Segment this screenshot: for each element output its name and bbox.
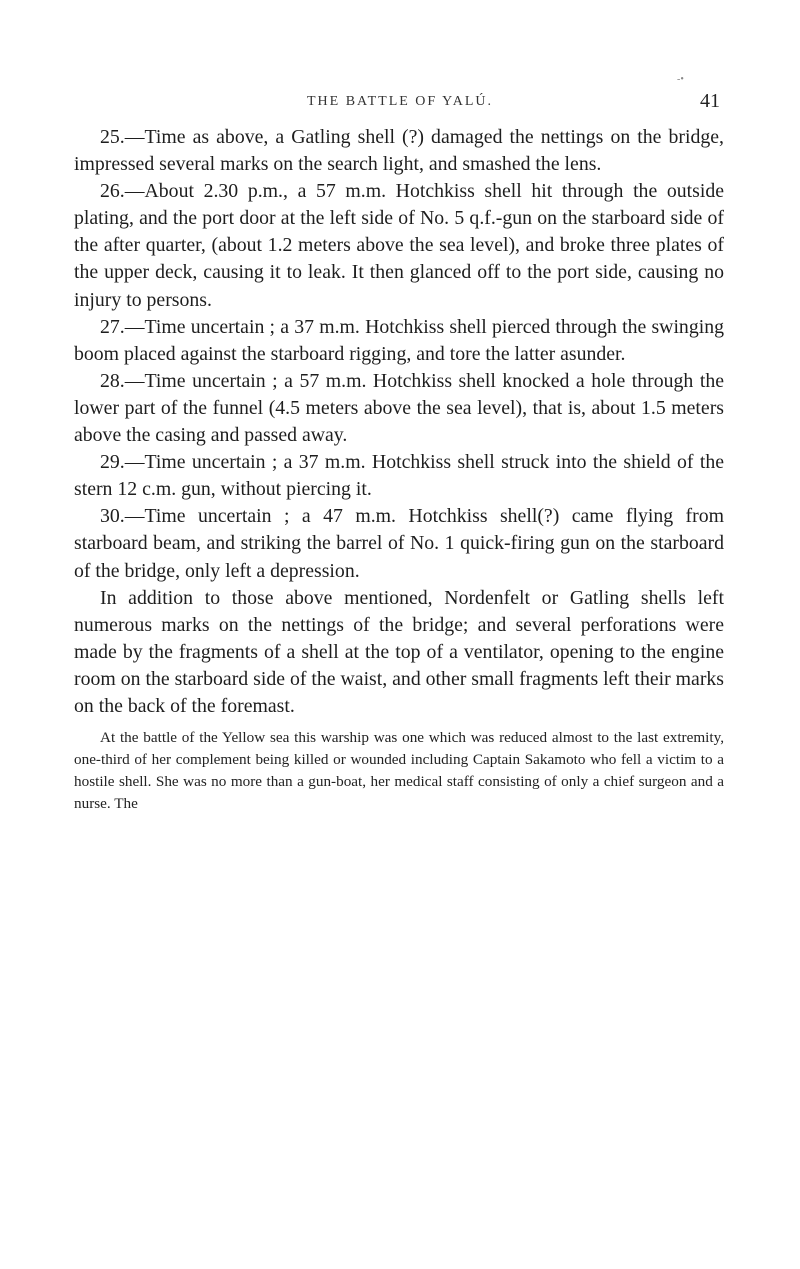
paragraph-addition: In addition to those above mentioned, Nordenfelt or Gatling shells left numerous marks on the nettings of the bridge; and several perforations were made by the fragments of a shell at the top of a ventilator, opening to the engine room on the starboard side of the waist, and other small fragments left their marks on the back of the foremast.: [74, 586, 724, 717]
paragraph-25: 25.—Time as above, a Gatling shell (?) damaged the nettings on the bridge, impressed several marks on the search light, and smashed the lens.: [74, 126, 724, 176]
running-head: [0, 90, 800, 120]
small-print-paragraph: At the battle of the Yellow sea this warship was one which was reduced almost to the last extremity, one-third of her complement being killed or wounded including Captain Sakamoto who fell a victim to a hostile shell. She was no more than a gun-boat, her medical staff consisting of only a chief surgeon and a nurse. The: [74, 729, 724, 813]
paragraph-28: 28.—Time uncertain ; a 57 m.m. Hotchkiss shell knocked a hole through the lower part of the funnel (4.5 meters above the sea level), that is, about 1.5 meters above the casing and passed away.: [74, 369, 724, 447]
corner-mark: -•: [677, 74, 684, 85]
paragraph-29: 29.—Time uncertain ; a 37 m.m. Hotchkiss shell struck into the shield of the stern 12 c.m. gun, without piercing it.: [74, 451, 724, 501]
paragraph-30: 30.—Time uncertain ; a 47 m.m. Hotchkiss shell(?) came flying from starboard beam, and striking the barrel of No. 1 quick-firing gun on the starboard of the bridge, only left a depression.: [74, 505, 724, 582]
paragraph-26: 26.—About 2.30 p.m., a 57 m.m. Hotchkiss shell hit through the outside plating, and the port door at the left side of No. 5 q.f.-gun on the starboard side of the after quarter, (about 1.2 meters above the sea level), and broke three plates of the upper deck, causing it to leak. It then glanced off to the port side, causing no injury to persons.: [74, 180, 724, 311]
body-text: [74, 124, 724, 815]
paragraph-27: 27.—Time uncertain ; a 37 m.m. Hotchkiss shell pierced through the swinging boom placed against the starboard rigging, and tore the latter asunder.: [74, 315, 724, 365]
running-title: THE BATTLE OF YALÚ.: [306, 94, 494, 109]
page-number: 41: [700, 90, 720, 112]
